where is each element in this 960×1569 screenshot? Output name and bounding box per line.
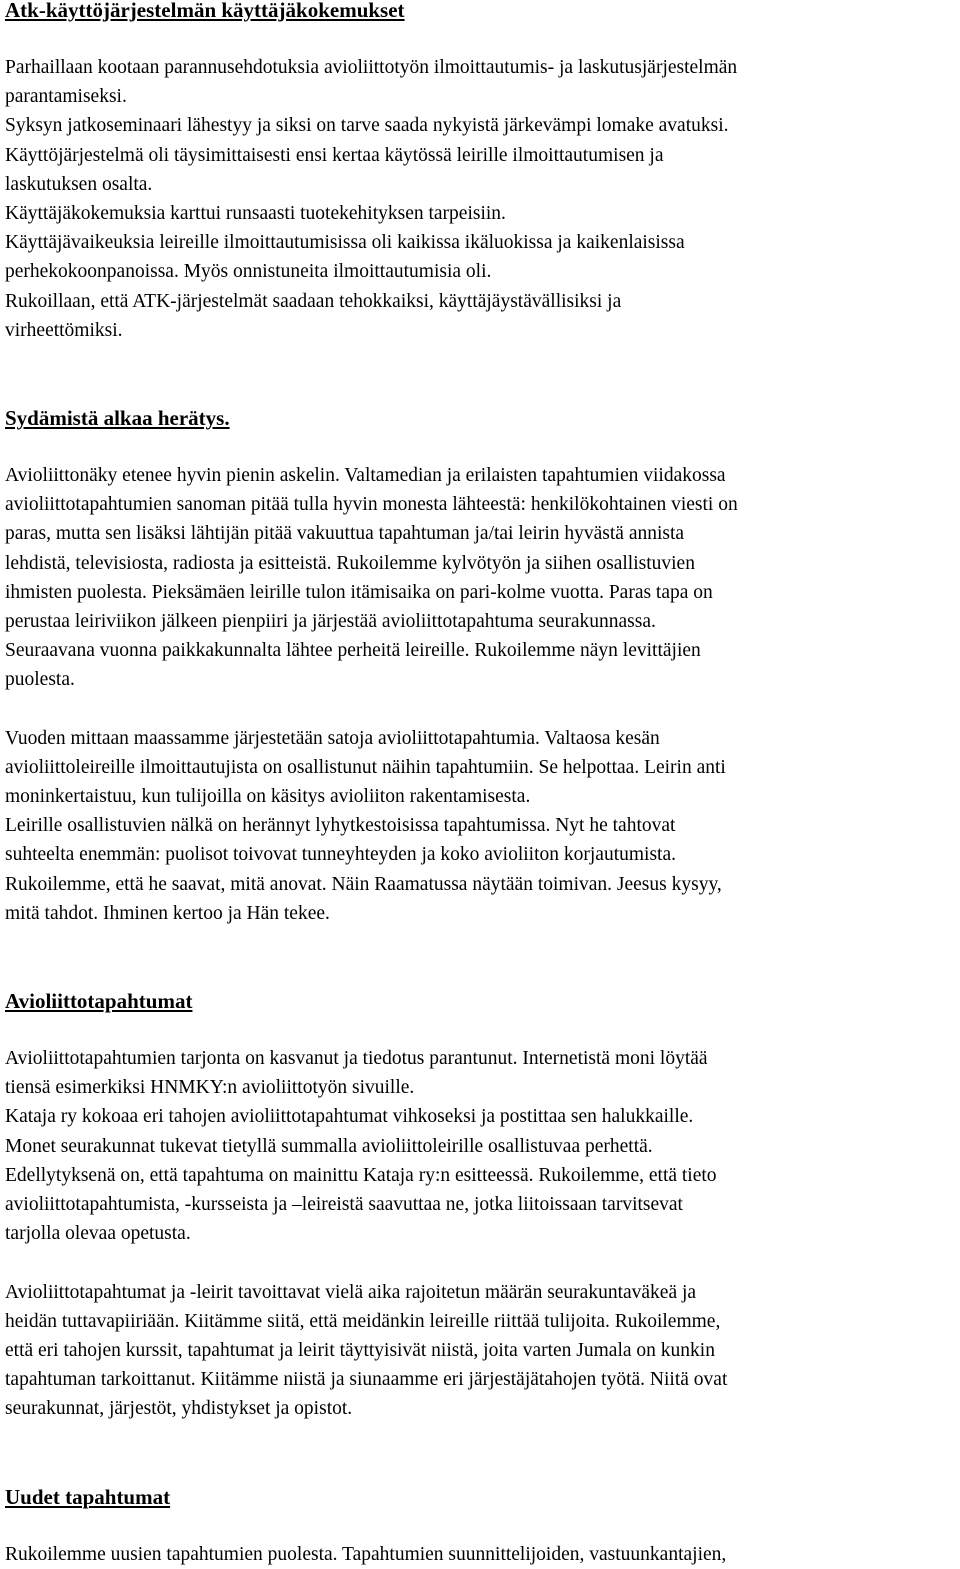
text-line: Seuraavana vuonna paikkakunnalta lähtee perheitä leireille. Rukoilemme näyn levittäjien [5, 640, 701, 662]
text-line: laskutuksen osalta. [5, 173, 153, 195]
text-line: Avioliittotapahtumien tarjonta on kasvanut ja tiedotus parantunut. Internetistä moni löytää [5, 1048, 708, 1070]
section-heading: Atk-käyttöjärjestelmän käyttäjäkokemukset [5, 0, 405, 22]
text-line: suhteelta enemmän: puolisot toivovat tunneyhteyden ja koko avioliiton korjautumista. [5, 844, 676, 866]
text-line: perhekokoonpanoissa. Myös onnistuneita ilmoittautumisia oli. [5, 261, 492, 283]
text-line: avioliittotapahtumista, -kursseista ja –leireistä saavuttaa ne, jotka liitoissaan tarvitsevat [5, 1194, 683, 1216]
text-line: Rukoilemme uusien tapahtumien puolesta. Tapahtumien suunnittelijoiden, vastuunkantajien, [5, 1543, 727, 1565]
text-line: Parhaillaan kootaan parannusehdotuksia avioliittotyön ilmoittautumis- ja laskutusjärjestelmän [5, 57, 738, 78]
text-line: seurakunnat, järjestöt, yhdistykset ja opistot. [5, 1398, 353, 1420]
text-line: Avioliittonäky etenee hyvin pienin askelin. Valtamedian ja erilaisten tapahtumien viidakossa [5, 465, 726, 487]
text-line: Rukoillaan, että ATK-järjestelmät saadaan tehokkaiksi, käyttäjäystävällisiksi ja [5, 290, 622, 312]
text-line: Leirille osallistuvien nälkä on herännyt lyhytkestoisissa tapahtumissa. Nyt he tahtovat [5, 815, 676, 837]
text-line: Käyttäjäkokemuksia karttui runsaasti tuotekehityksen tarpeisiin. [5, 203, 506, 225]
text-line: Vuoden mittaan maassamme järjestetään satoja avioliittotapahtumia. Valtaosa kesän [5, 727, 660, 749]
text-line: tiensä esimerkiksi HNMKY:n avioliittotyön sivuille. [5, 1077, 415, 1099]
text-line: lehdistä, televisiosta, radiosta ja esitteistä. Rukoilemme kylvötyön ja siihen osallistuvien [5, 552, 695, 574]
document-page [5, 0, 955, 1569]
text-line: moninkertaistuu, kun tulijoilla on käsitys avioliiton rakentamisesta. [5, 786, 531, 808]
section-heading: Sydämistä alkaa herätys. [5, 406, 230, 431]
text-line: Syksyn jatkoseminaari lähestyy ja siksi on tarve saada nykyistä järkevämpi lomake avatuksi. [5, 115, 729, 137]
text-line: avioliittoleireille ilmoittautujista on osallistunut näihin tapahtumiin. Se helpottaa. Leirin anti [5, 756, 726, 778]
text-line: Kataja ry kokoaa eri tahojen avioliittotapahtumat vihkoseksi ja postittaa sen halukkaille. [5, 1106, 694, 1128]
text-line: Edellytyksenä on, että tapahtuma on mainittu Kataja ry:n esitteessä. Rukoilemme, että tieto [5, 1164, 717, 1186]
paragraph [5, 724, 955, 928]
text-line: avioliittotapahtumien sanoman pitää tulla hyvin monesta lähteestä: henkilökohtainen viesti on [5, 494, 738, 516]
text-line: Avioliittotapahtumat ja -leirit tavoittavat vielä aika rajoitetun määrän seurakuntaväkeä ja [5, 1281, 697, 1303]
paragraph [5, 1044, 955, 1248]
text-line: ihmisten puolesta. Pieksämäen leirille tulon itämisaika on pari-kolme vuotta. Paras tapa on [5, 581, 713, 603]
text-line: Monet seurakunnat tukevat tietyllä summalla avioliittoleirille osallistuvaa perhettä. [5, 1135, 653, 1157]
text-line: että eri tahojen kurssit, tapahtumat ja leirit täyttyisivät niistä, joita varten Jumala on kunkin [5, 1339, 715, 1361]
text-line: mitä tahdot. Ihminen kertoo ja Hän tekee. [5, 902, 330, 924]
section-heading: Avioliittotapahtumat [5, 989, 193, 1014]
paragraph [5, 53, 955, 345]
text-line: virheettömiksi. [5, 319, 123, 341]
paragraph [5, 461, 955, 695]
text-line: puolesta. [5, 669, 75, 691]
text-line: parantamiseksi. [5, 86, 127, 108]
section-heading: Uudet tapahtumat [5, 1484, 171, 1509]
text-line: perustaa leiriviikon jälkeen pienpiiri ja järjestää avioliittotapahtuma seurakunnassa. [5, 611, 656, 633]
text-line: paras, mutta sen lisäksi lähtijän pitää vakuuttua tapahtuman ja/tai leirin hyvästä annista [5, 523, 685, 545]
text-line: Käyttöjärjestelmä oli täysimittaisesti ensi kertaa käytössä leirille ilmoittautumisen ja [5, 144, 664, 166]
paragraph [5, 1540, 955, 1569]
text-line: Rukoilemme, että he saavat, mitä anovat. Näin Raamatussa näytään toimivan. Jeesus kysyy, [5, 873, 722, 895]
text-line: tarjolla olevaa opetusta. [5, 1223, 191, 1245]
text-line: Käyttäjävaikeuksia leireille ilmoittautumisissa oli kaikissa ikäluokissa ja kaikenlaisissa [5, 232, 685, 254]
paragraph [5, 1278, 955, 1424]
text-line: heidän tuttavapiiriään. Kiitämme siitä, että meidänkin leireille riittää tulijoita. Rukoilemme, [5, 1310, 721, 1332]
text-line: tapahtuman tarkoittanut. Kiitämme niistä ja siunaamme eri järjestäjätahojen työtä. Niitä ovat [5, 1369, 728, 1391]
